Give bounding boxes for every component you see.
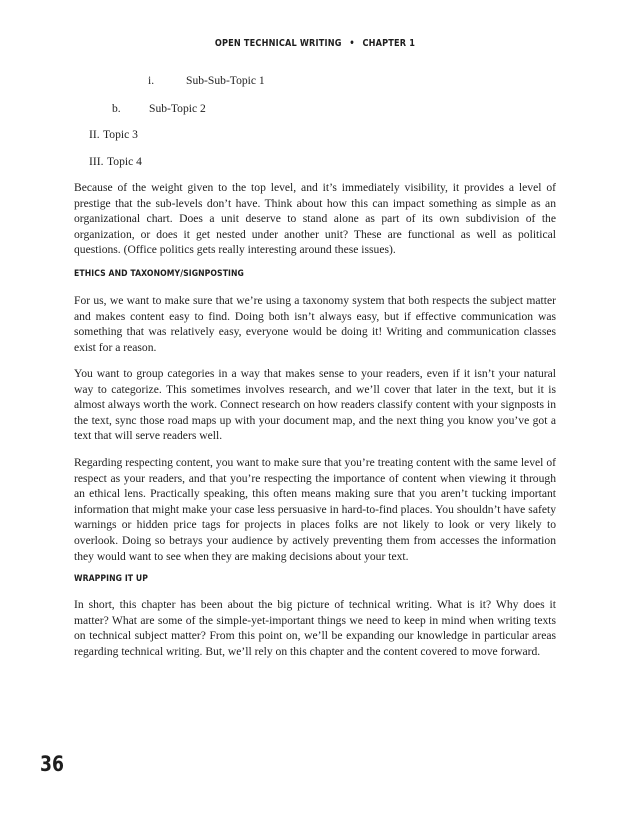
paragraph-prestige: Because of the weight given to the top level, and it’s immediately visibility, it provides a level of prestige that the sub-levels don’t have. Think about how this can impact something as simple as an organizational chart. Does a unit deserve to stand alone as part of its own subdivision of the organization, or does it get nested under another unit? These are functional as well as political questions. (Office politics gets really interesting around these issues). xyxy=(74,181,556,257)
paragraph-respecting-content: Regarding respecting content, you want to make sure that you’re treating content with the same level of respect as your readers, and that you’re respecting the importance of content when viewing it through an ethical lens. Practically speaking, this often means making sure that you aren’t tucking important information that might make your case less persuasive in hard-to-find places. You shouldn’t have safety warnings or hidden price tags for projects in places folks are not likely to look or very likely to overlook. Doing so betrays your audience by actively preventing them from accesses the information they would want to see when they are making decisions about your text. xyxy=(74,456,556,563)
section-heading-wrapping-up: WRAPPING IT UP xyxy=(74,573,149,584)
running-head xyxy=(44,38,586,49)
outline-item-sub-topic-2 xyxy=(112,102,206,116)
page-number: 36 xyxy=(40,752,64,776)
outline-number: i. xyxy=(148,74,155,87)
paragraph-chapter-summary: In short, this chapter has been about the big picture of technical writing. What is it? Why does it matter? What are some of the simple-yet-important things we need to keep in mind when writing texts on technical subject matter? From this point on, we’ll be expanding our knowledge in particular areas regarding technical writing. But, we’ll rely on this chapter and the content covered to move forward. xyxy=(74,598,556,658)
paragraph-taxonomy-system: For us, we want to make sure that we’re using a taxonomy system that both respects the subject matter and makes content easy to find. Doing both isn’t always easy, but if effective communication was something that was relatively easy, everyone would be doing it! Writing and communication classes exist for a reason. xyxy=(74,294,556,354)
outline-number: b. xyxy=(112,102,121,115)
outline-number: III. xyxy=(89,155,104,168)
chapter-label: CHAPTER 1 xyxy=(362,38,416,49)
book-title: OPEN TECHNICAL WRITING xyxy=(214,38,342,49)
outline-item-sub-sub-topic-1 xyxy=(148,74,265,88)
outline-label: Topic 4 xyxy=(107,155,142,168)
outline-label: Sub-Sub-Topic 1 xyxy=(186,74,265,87)
outline-label: Topic 3 xyxy=(103,128,138,141)
outline-label: Sub-Topic 2 xyxy=(149,102,206,115)
outline-item-topic-4 xyxy=(89,155,142,169)
outline-number: II. xyxy=(89,128,100,141)
section-heading-ethics-taxonomy: ETHICS AND TAXONOMY/SIGNPOSTING xyxy=(74,268,244,279)
outline-item-topic-3 xyxy=(89,128,138,142)
running-head-separator: • xyxy=(349,38,355,49)
paragraph-group-categories: You want to group categories in a way that makes sense to your readers, even if it isn’t your natural way to categorize. This sometimes involves research, and we’ll cover that later in the text, but it is almost always worth the work. Connect research on how readers classify content with your signposts in the text, sync those road maps up with your document map, and the next thing you know you’ve got a text that will serve readers well. xyxy=(74,367,556,443)
